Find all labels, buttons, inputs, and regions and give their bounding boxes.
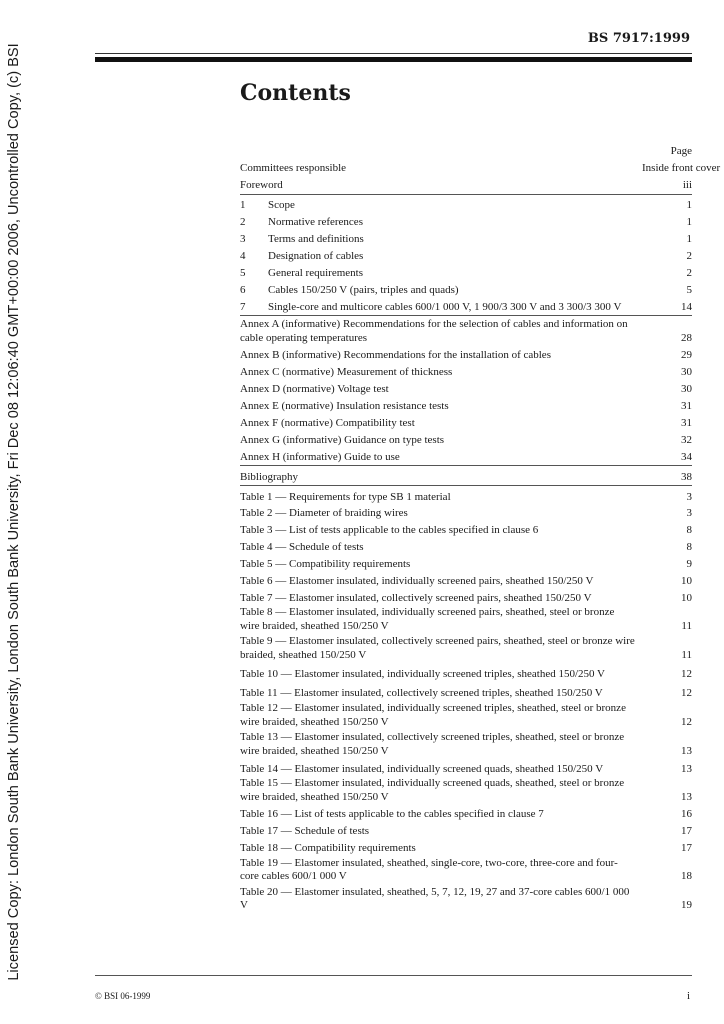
license-watermark	[0, 0, 28, 1024]
entry-title: Table 8 — Elastomer insulated, individually screened pairs, sheathed, steel or bronze wire braided, sheathed 150/250 V	[240, 606, 615, 632]
entry-title: Table 19 — Elastomer insulated, sheathed, single-core, two-core, three-core and four-core cables 600/1 000 V	[240, 856, 618, 883]
entry-title: Table 12 — Elastomer insulated, individually screened triples, sheathed, steel or bronze wire braided, sheathed 150/250 V	[240, 702, 626, 728]
toc-entry-table[interactable]	[240, 504, 692, 521]
entry-page: 9	[686, 558, 692, 571]
toc-entry-annex[interactable]	[240, 380, 692, 397]
clause-number: 5	[240, 266, 246, 279]
entry-page: iii	[682, 179, 692, 192]
toc-entry-clause[interactable]	[240, 213, 692, 230]
entry-page: 18	[681, 870, 692, 883]
toc-entry-table[interactable]	[240, 487, 692, 504]
entry-page: 30	[681, 366, 692, 379]
section-divider	[240, 315, 692, 316]
toc-entry-table[interactable]	[240, 588, 692, 605]
entry-page: 11	[681, 648, 692, 661]
entry-page: 1	[686, 199, 692, 212]
toc-entry-bibliography[interactable]	[240, 467, 692, 484]
toc-entry-annex[interactable]	[240, 397, 692, 414]
entry-title: Annex C (normative) Measurement of thickness	[240, 366, 453, 379]
entry-page: 10	[681, 574, 692, 587]
entry-title: Table 20 — Elastomer insulated, sheathed, 5, 7, 12, 19, 27 and 37-core cables 600/1 000 V	[240, 885, 630, 912]
entry-page: 8	[686, 524, 692, 537]
toc-entry-annex[interactable]	[240, 346, 692, 363]
entry-page: 13	[681, 762, 692, 775]
footer-page-number: i	[686, 990, 690, 1002]
footer-rule	[95, 975, 692, 976]
entry-page: Inside front cover	[642, 162, 721, 175]
section-divider	[240, 194, 692, 195]
toc-entry-table[interactable]	[240, 822, 692, 839]
toc-entry-table[interactable]	[240, 521, 692, 538]
entry-title: Foreword	[240, 179, 283, 192]
header-rule-thin	[95, 53, 692, 54]
entry-page: 11	[681, 619, 692, 632]
section-divider	[240, 485, 692, 486]
toc-entry-table[interactable]	[240, 701, 692, 730]
section-divider	[240, 465, 692, 466]
entry-page: 17	[681, 825, 692, 838]
toc-entry-front[interactable]	[240, 176, 692, 193]
entry-title: Annex B (informative) Recommendations for the installation of cables	[240, 349, 551, 362]
toc-entry-table[interactable]	[240, 682, 692, 701]
entry-title: Designation of cables	[268, 249, 364, 262]
entry-title: Table 10 — Elastomer insulated, individually screened triples, sheathed 150/250 V	[240, 667, 605, 680]
entry-page: 31	[681, 400, 692, 413]
entry-title: Annex H (informative) Guide to use	[240, 450, 400, 463]
toc-entry-clause[interactable]	[240, 297, 692, 314]
entry-title: Annex E (normative) Insulation resistance tests	[240, 400, 449, 413]
entry-title: Table 7 — Elastomer insulated, collectively screened pairs, sheathed 150/250 V	[240, 591, 592, 604]
entry-page: 1	[686, 216, 692, 229]
entry-page: 12	[681, 667, 692, 680]
entry-title: Table 5 — Compatibility requirements	[240, 558, 411, 571]
toc-entry-clause[interactable]	[240, 280, 692, 297]
toc-entry-annex[interactable]	[240, 430, 692, 447]
entry-page: 13	[681, 744, 692, 757]
entry-title: Scope	[268, 199, 295, 212]
entry-page: 28	[681, 331, 692, 344]
entry-page: 19	[681, 899, 692, 912]
entry-page: 17	[681, 842, 692, 855]
toc-entry-table[interactable]	[240, 730, 692, 759]
entry-title: Table 13 — Elastomer insulated, collectively screened triples, sheathed, steel or bronze wire braided, sheathed 150/250 V	[240, 731, 625, 757]
page-column-label: Page	[670, 145, 692, 157]
clause-number: 1	[240, 199, 246, 212]
entry-title: Bibliography	[240, 470, 299, 483]
entry-page: 31	[681, 416, 692, 429]
page-title: Contents	[240, 80, 351, 106]
entry-title: Table 11 — Elastomer insulated, collectively screened triples, sheathed 150/250 V	[240, 686, 603, 699]
entry-page: 30	[681, 383, 692, 396]
entry-title: Table 18 — Compatibility requirements	[240, 842, 416, 855]
toc-body	[240, 159, 721, 914]
entry-title: Table 6 — Elastomer insulated, individually screened pairs, sheathed 150/250 V	[240, 574, 594, 587]
entry-page: 12	[681, 715, 692, 728]
entry-title: Table 1 — Requirements for type SB 1 material	[240, 490, 451, 503]
entry-title: Cables 150/250 V (pairs, triples and quads)	[268, 283, 459, 296]
clause-number: 2	[240, 216, 246, 229]
toc-entry-annex[interactable]	[240, 447, 692, 464]
entry-title: Normative references	[268, 216, 363, 229]
toc-entry-table[interactable]	[240, 538, 692, 555]
toc-entry-clause[interactable]	[240, 196, 692, 213]
entry-title: Committees responsible	[240, 162, 347, 175]
entry-page: 38	[681, 470, 692, 483]
header-rule-thick	[95, 57, 692, 62]
toc-entry-annex[interactable]	[240, 317, 692, 346]
toc-entry-clause[interactable]	[240, 230, 692, 247]
document-id: BS 7917:1999	[587, 31, 690, 46]
entry-page: 16	[681, 808, 692, 821]
entry-title: Annex G (informative) Guidance on type tests	[240, 433, 445, 446]
license-watermark-text: Licensed Copy: London South Bank University, London South Bank University, Fri Dec 08 12:06:40 GMT+00:00 2006, Uncontrolled Copy, (c) BSI	[6, 43, 22, 981]
table-of-contents	[240, 145, 721, 914]
toc-entry-clause[interactable]	[240, 263, 692, 280]
entry-title: Table 14 — Elastomer insulated, individually screened quads, sheathed 150/250 V	[240, 762, 604, 775]
entry-page: 34	[681, 450, 692, 463]
entry-title: Table 16 — List of tests applicable to the cables specified in clause 7	[240, 808, 544, 821]
toc-entry-table[interactable]	[240, 805, 692, 822]
toc-entry-table[interactable]	[240, 856, 692, 885]
entry-page: 8	[686, 541, 692, 554]
toc-entry-table[interactable]	[240, 663, 692, 682]
entry-title: Single-core and multicore cables 600/1 000 V, 1 900/3 300 V and 3 300/3 300 V	[268, 300, 622, 313]
entry-title: Table 3 — List of tests applicable to the cables specified in clause 6	[240, 524, 539, 537]
entry-page: 5	[686, 283, 692, 296]
entry-page: 3	[686, 490, 692, 503]
entry-page: 1	[686, 232, 692, 245]
entry-page: 12	[681, 686, 692, 699]
entry-title: Table 9 — Elastomer insulated, collectively screened pairs, sheathed, steel or bronze wire braided, sheathed 150/250 V	[240, 635, 635, 661]
toc-entry-table[interactable]	[240, 555, 692, 572]
footer-copyright: © BSI 06-1999	[95, 991, 151, 1001]
entry-title: General requirements	[268, 266, 363, 279]
toc-entry-front[interactable]	[240, 159, 721, 176]
toc-entry-table[interactable]	[240, 634, 692, 663]
toc-entry-annex[interactable]	[240, 363, 692, 380]
entry-title: Annex F (normative) Compatibility test	[240, 416, 415, 429]
toc-entry-clause[interactable]	[240, 246, 692, 263]
entry-title: Annex A (informative) Recommendations for the selection of cables and information on cable operating temperatures	[240, 318, 628, 344]
toc-entry-table[interactable]	[240, 776, 692, 805]
entry-page: 32	[681, 433, 692, 446]
entry-title: Terms and definitions	[268, 232, 364, 245]
clause-number: 7	[240, 300, 246, 313]
entry-page: 2	[686, 266, 692, 279]
entry-title: Table 17 — Schedule of tests	[240, 825, 370, 838]
entry-title: Table 2 — Diameter of braiding wires	[240, 507, 408, 520]
entry-title: Table 4 — Schedule of tests	[240, 541, 364, 554]
toc-entry-table[interactable]	[240, 839, 692, 856]
entry-page: 3	[686, 507, 692, 520]
clause-number: 6	[240, 283, 246, 296]
entry-title: Annex D (normative) Voltage test	[240, 383, 389, 396]
toc-entry-table[interactable]	[240, 885, 692, 914]
clause-number: 4	[240, 249, 246, 262]
entry-page: 29	[681, 349, 692, 362]
toc-entry-table[interactable]	[240, 759, 692, 776]
entry-page: 13	[681, 790, 692, 803]
entry-title: Table 15 — Elastomer insulated, individually screened quads, sheathed, steel or bronze wire braided, sheathed 150/250 V	[240, 777, 625, 803]
toc-entry-table[interactable]	[240, 605, 692, 634]
entry-page: 10	[681, 591, 692, 604]
clause-number: 3	[240, 232, 246, 245]
toc-entry-table[interactable]	[240, 572, 692, 589]
toc-entry-annex[interactable]	[240, 414, 692, 431]
entry-page: 14	[681, 300, 692, 313]
entry-page: 2	[686, 249, 692, 262]
